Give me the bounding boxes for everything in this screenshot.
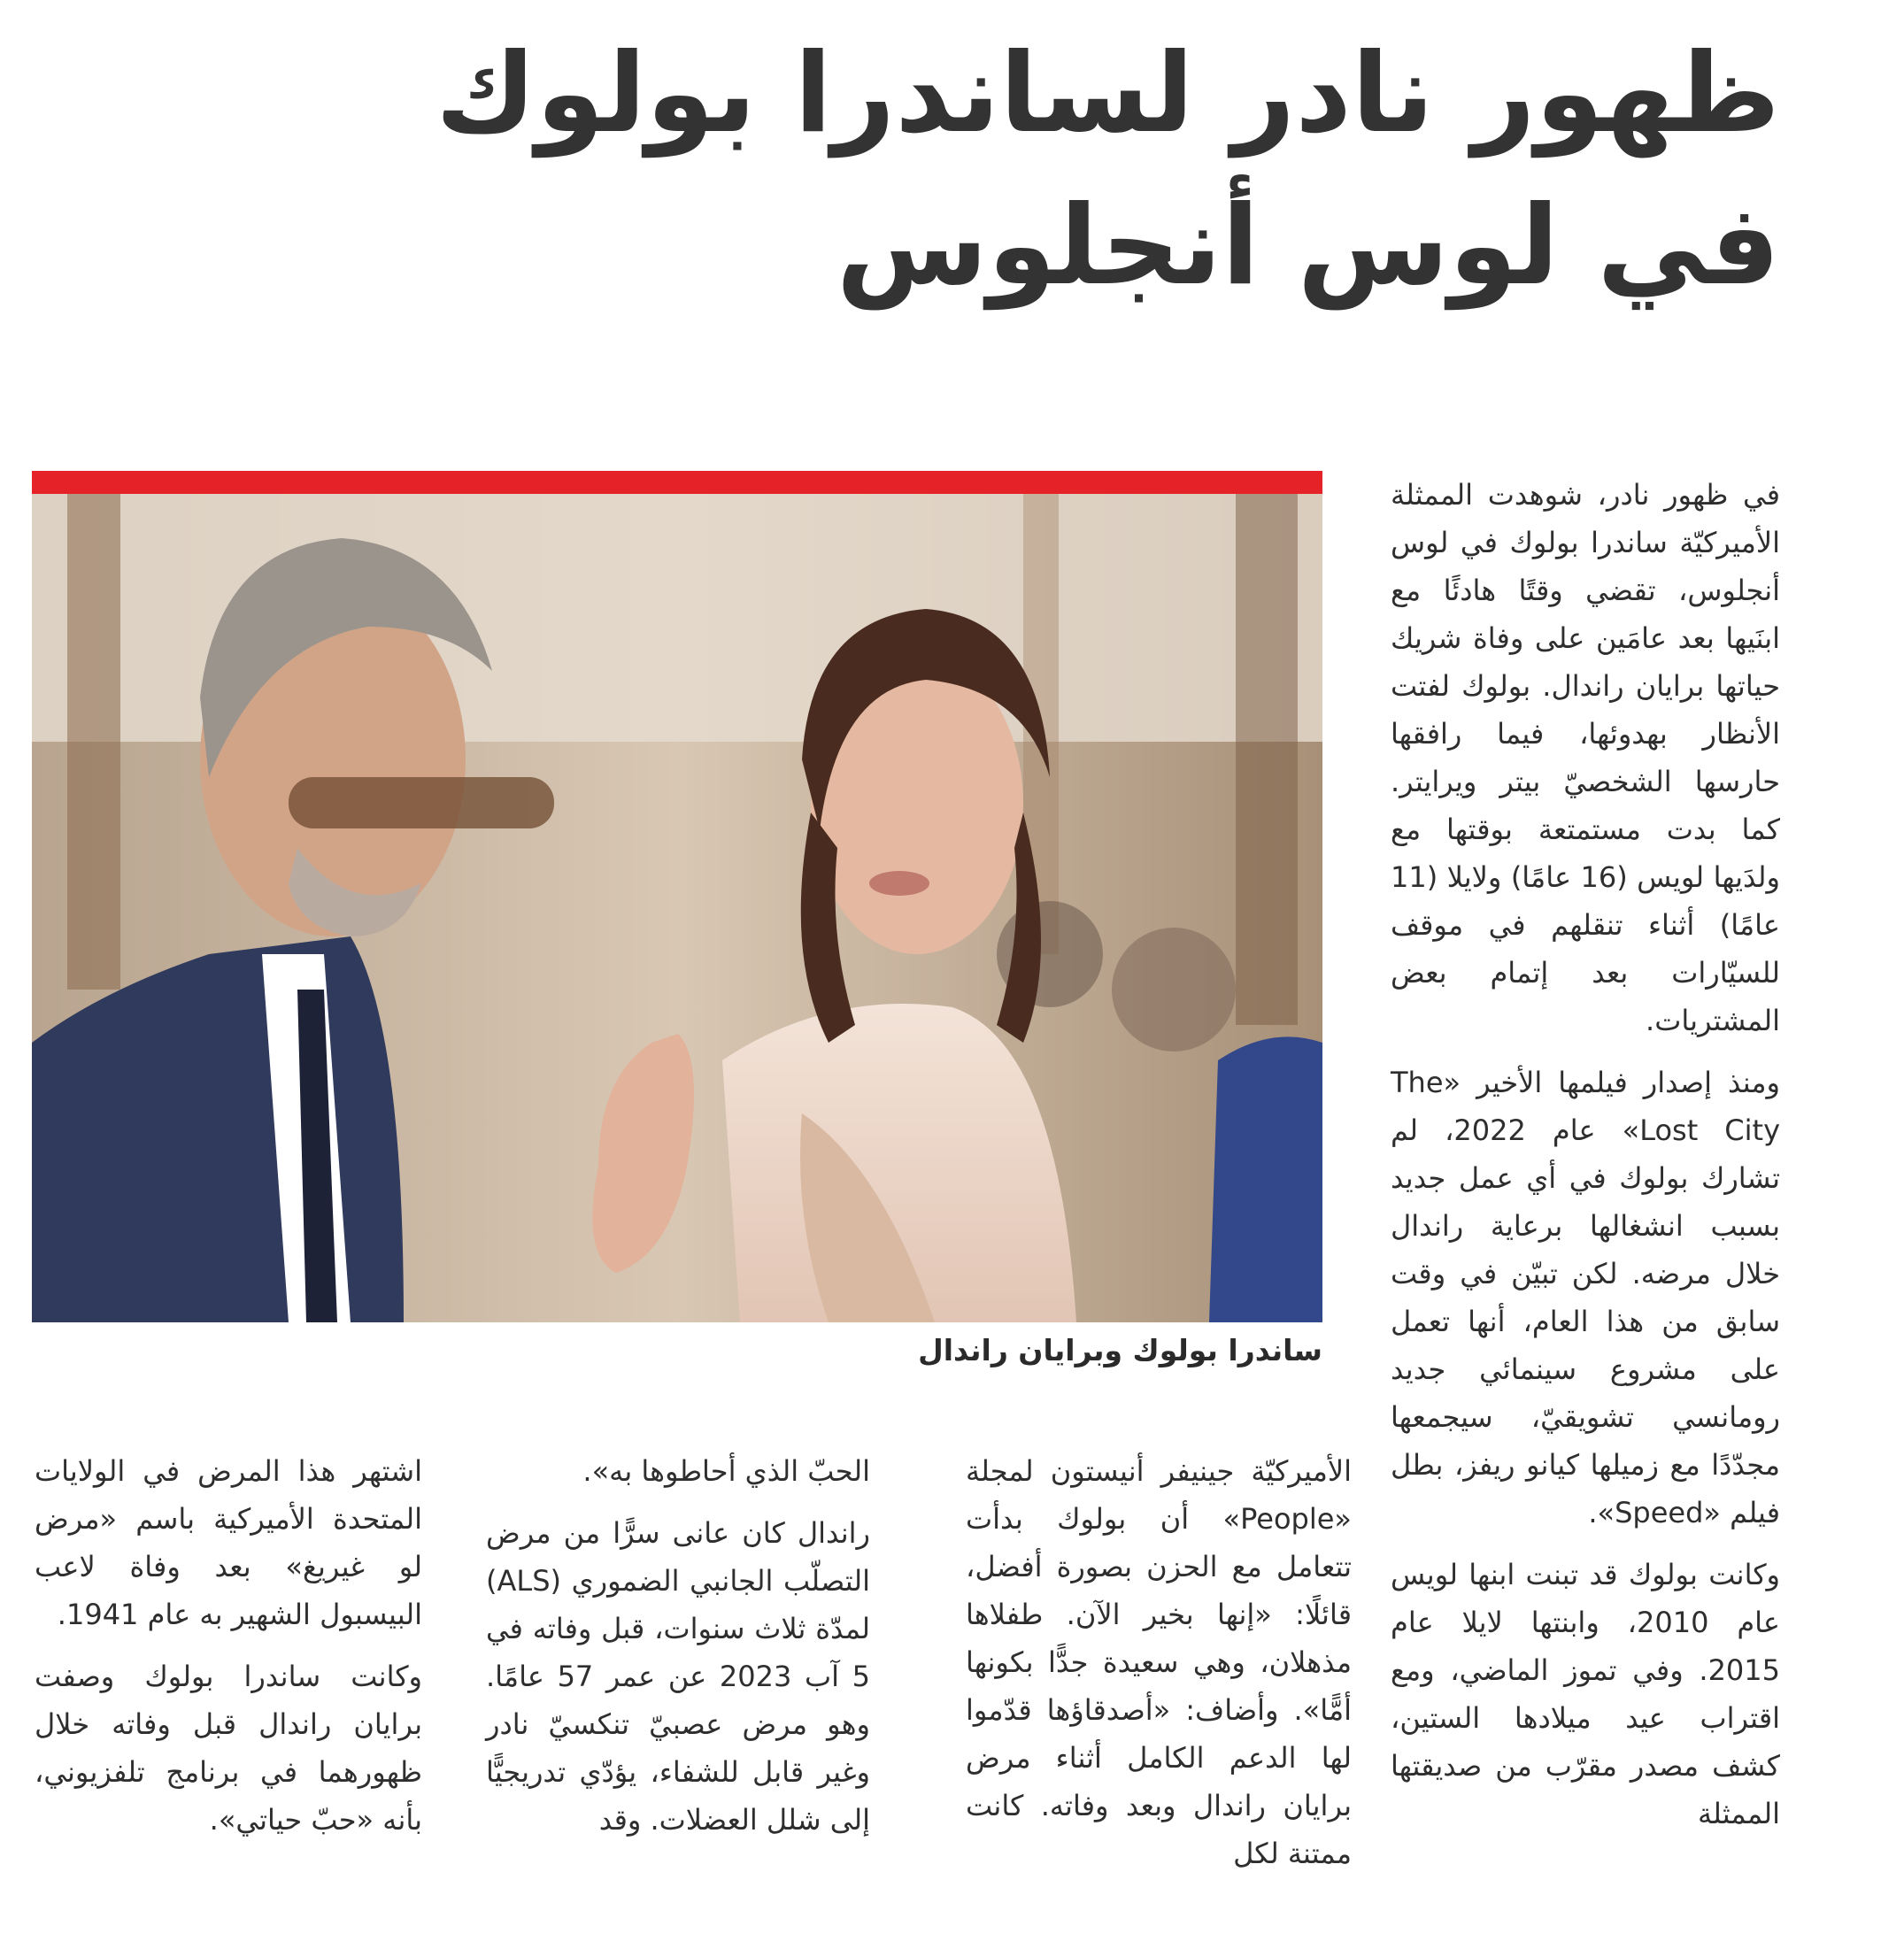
article-column-right bbox=[1391, 471, 1780, 1852]
paragraph: الحبّ الذي أحاطوها به». bbox=[582, 1454, 870, 1488]
article-column-b bbox=[486, 1447, 870, 1858]
photo-sandra-bullock-bryan-randall bbox=[32, 494, 1322, 1322]
headline-line-1: ظهور نادر لساندرا بولوك bbox=[435, 30, 1780, 158]
photo-caption: ساندرا بولوك وبرايان راندال bbox=[918, 1333, 1322, 1367]
paragraph: الأميركيّة جينيفر أنيستون لمجلة «People» أن بولوك بدأت تتعامل مع الحزن بصورة أفضل، قائلًا: «إنها بخير الآن. طفلاها مذهلان، وهي سعيدة جدًّا بكونها أمًّا». وأضاف: «أصدقاؤها قدّموا لها الدعم الكامل أثناء مرض برايان راندال وبعد وفاته. كانت ممتنة لكل bbox=[966, 1454, 1352, 1870]
paragraph: راندال كان عانى سرًّا من مرض التصلّب الجانبي الضموري (ALS) لمدّة ثلاث سنوات، قبل وفاته في 5 آب 2023 عن عمر 57 عامًا. وهو مرض عصبيّ تنكسيّ نادر وغير قابل للشفاء، يؤدّي تدريجيًّا إلى شلل العضلات. وقد bbox=[486, 1516, 871, 1837]
accent-bar bbox=[32, 471, 1322, 494]
article-column-c bbox=[35, 1447, 422, 1858]
paragraph: في ظهور نادر، شوهدت الممثلة الأميركيّة ساندرا بولوك في لوس أنجلوس، تقضي وقتًا هادئًا مع ابنَيها بعد عامَين على وفاة شريك حياتها برايان راندال. بولوك لفتت الأنظار بهدوئها، فيما رافقها حارسها الشخصيّ بيتر ويرايتر. كما بدت مستمتعة بوقتها مع ولدَيها لويس (16 عامًا) ولايلا (11 عامًا) أثناء تنقلهم في موقف للسيّارات بعد إتمام بعض المشتريات. bbox=[1391, 478, 1781, 1037]
paragraph: وكانت بولوك قد تبنت ابنها لويس عام 2010، وابنتها لايلا عام 2015. وفي تموز الماضي، ومع اقتراب عيد ميلادها الستين، كشف مصدر مقرّب من صديقتها الممثلة bbox=[1391, 1558, 1781, 1830]
photo-block bbox=[32, 471, 1322, 1322]
paragraph: ومنذ إصدار فيلمها الأخير «The Lost City» عام 2022، لم تشارك بولوك في أي عمل جديد بسبب انشغالها برعاية راندال خلال مرضه. لكن تبيّن في وقت سابق من هذا العام، أنها تعمل على مشروع سينمائي جديد رومانسي تشويقيّ، سيجمعها مجدّدًا مع زميلها كيانو ريفز، بطل فيلم «Speed». bbox=[1391, 1066, 1781, 1529]
headline bbox=[98, 18, 1780, 322]
headline-line-2: في لوس أنجلوس bbox=[836, 182, 1780, 310]
article-column-a bbox=[966, 1447, 1352, 1891]
paragraph: اشتهر هذا المرض في الولايات المتحدة الأميركية باسم «مرض لو غيريغ» بعد وفاة لاعب البيسبول الشهير به عام 1941. bbox=[35, 1454, 422, 1631]
paragraph: وكانت ساندرا بولوك وصفت برايان راندال قبل وفاته خلال ظهورهما في برنامج تلفزيوني، بأنه «حبّ حياتي». bbox=[35, 1660, 422, 1837]
